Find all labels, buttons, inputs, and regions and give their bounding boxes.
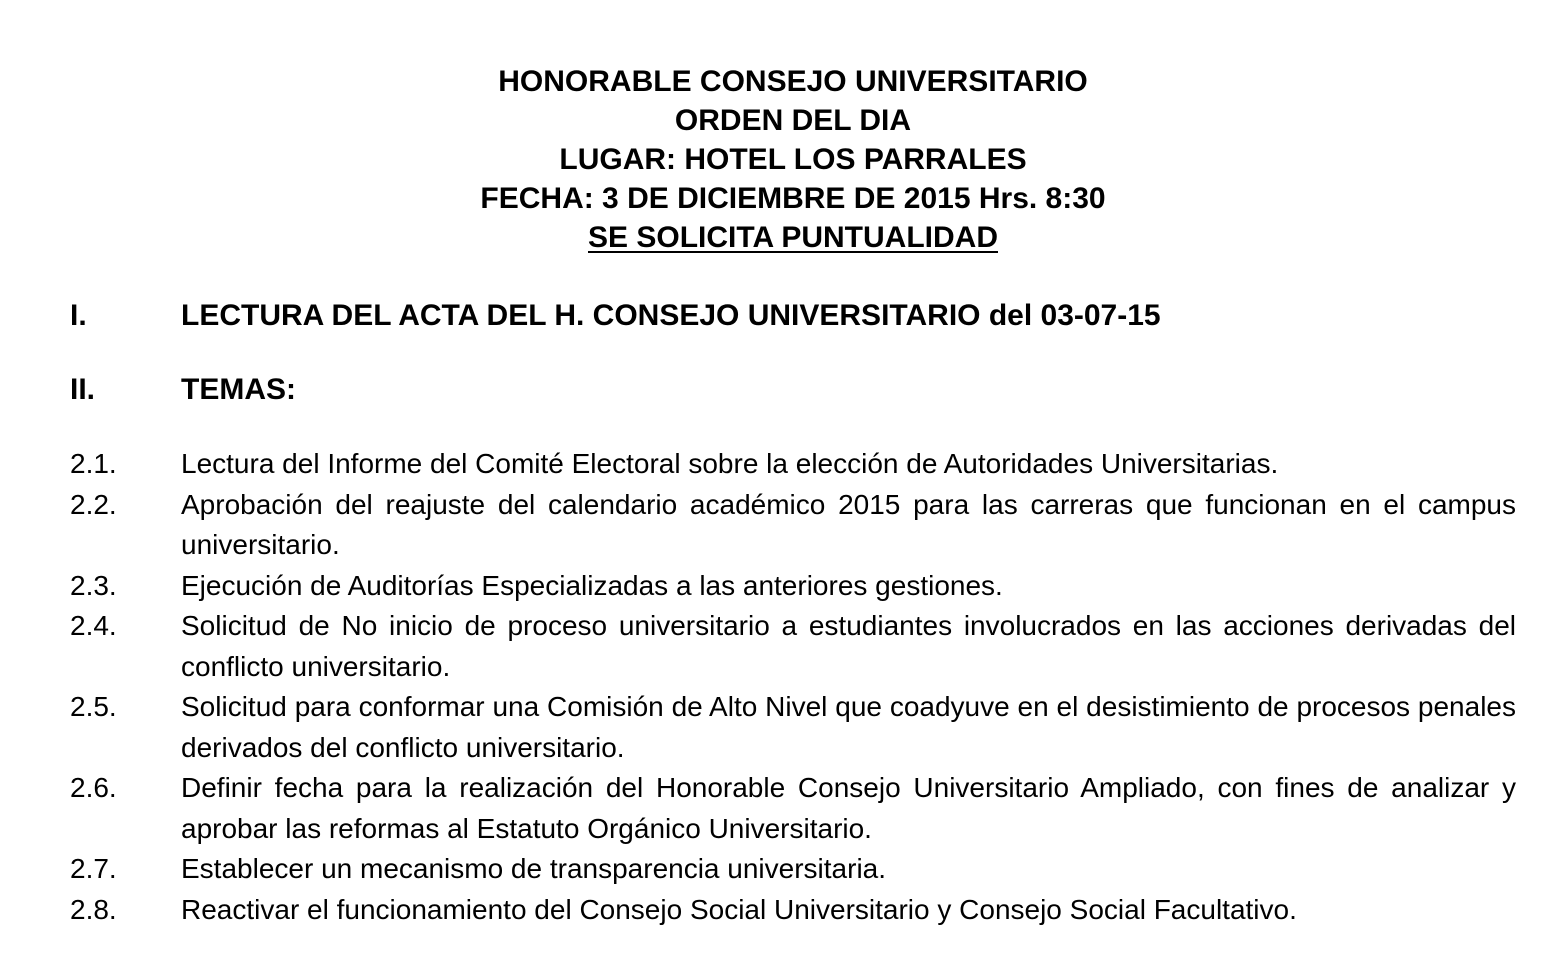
item-text: Definir fecha para la realización del Honorable Consejo Universitario Ampliado, con fines de analizar y aprobar las reformas al Estatuto Orgánico Universitario.	[181, 772, 1516, 844]
section-topics	[70, 372, 296, 408]
header-institution: HONORABLE CONSEJO UNIVERSITARIO	[498, 65, 1088, 98]
punctuality-notice: SE SOLICITA PUNTUALIDAD	[588, 221, 998, 254]
agenda-item	[70, 687, 1516, 768]
item-text: Aprobación del reajuste del calendario académico 2015 para las carreras que funcionan en el campus universitario.	[181, 488, 1516, 560]
item-text: Solicitud para conformar una Comisión de Alto Nivel que coadyuve en el desistimiento de procesos penales derivados del conflicto universitario.	[181, 691, 1516, 763]
section-reading	[70, 298, 1161, 334]
item-text: Solicitud de No inicio de proceso universitario a estudiantes involucrados en las acciones derivadas del conflicto universitario.	[181, 610, 1516, 682]
header-place: LUGAR: HOTEL LOS PARRALES	[559, 143, 1027, 176]
item-number: 2.2.	[70, 488, 117, 520]
header-date: FECHA: 3 DE DICIEMBRE DE 2015 Hrs. 8:30	[480, 182, 1106, 215]
item-number: 2.6.	[70, 772, 117, 803]
item-text: Lectura del Informe del Comité Electoral sobre la elección de Autoridades Universitarias.	[181, 448, 1279, 479]
agenda-items	[70, 444, 1516, 930]
item-number: 2.8.	[70, 893, 117, 925]
item-text: Establecer un mecanismo de transparencia universitaria.	[181, 853, 887, 884]
item-number: 2.5.	[70, 691, 117, 722]
header-notice	[0, 218, 1552, 257]
agenda-item	[70, 566, 1516, 607]
section-number: I.	[70, 299, 87, 332]
section-title: TEMAS:	[181, 373, 296, 406]
agenda-item	[70, 768, 1516, 849]
header-title: ORDEN DEL DIA	[674, 104, 912, 137]
agenda-item	[70, 849, 1516, 890]
agenda-item	[70, 890, 1516, 931]
item-number: 2.3.	[70, 569, 117, 601]
document-header	[0, 62, 1552, 257]
item-text: Ejecución de Auditorías Especializadas a las anteriores gestiones.	[181, 569, 1003, 601]
agenda-item	[70, 606, 1516, 687]
section-title: LECTURA DEL ACTA DEL H. CONSEJO UNIVERSITARIO del 03-07-15	[181, 299, 1161, 332]
item-number: 2.1.	[70, 448, 117, 479]
item-number: 2.4.	[70, 610, 117, 641]
agenda-item	[70, 444, 1516, 485]
item-number: 2.7.	[70, 853, 117, 884]
agenda-item	[70, 485, 1516, 566]
section-number: II.	[70, 373, 96, 406]
item-text: Reactivar el funcionamiento del Consejo Social Universitario y Consejo Social Facultativo.	[181, 893, 1297, 925]
